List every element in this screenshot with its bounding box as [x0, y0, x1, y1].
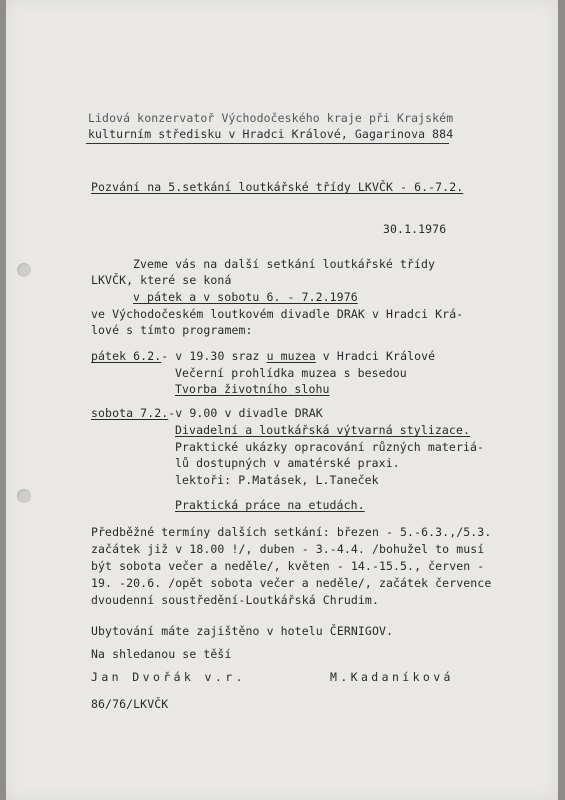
letter-date: 30.1.1976: [383, 222, 447, 236]
saturday-row: [91, 406, 323, 420]
terms-line-5: dvoudenní soustředění-Loutkářská Chrudim.: [91, 593, 379, 607]
terms-line-4: 19. -20.6. /opět sobota večer a neděle/, začátek července: [91, 576, 492, 590]
intro-line-1: Zveme vás na další setkání loutkářské třídy: [133, 257, 436, 271]
friday-row: [91, 349, 435, 363]
saturday-line-6: Praktická práce na etudách.: [175, 498, 365, 512]
friday-rest: v Hradci Králové: [315, 349, 436, 363]
header-line-2: kulturním středisku v Hradci Králové, Gagarinova 884: [88, 127, 454, 141]
saturday-line-2: Divadelní a loutkářská výtvarná stylizace.: [175, 423, 470, 437]
intro-line-5: lové s tímto programem:: [91, 323, 253, 337]
punch-hole-bottom: [17, 489, 31, 503]
intro-line-4: ve Východočeském loutkovém divadle DRAK v Hradci Krá-: [91, 307, 464, 321]
header-line-1: Lidová konzervatoř Východočeského kraje při Krajském: [88, 111, 454, 125]
saturday-day: sobota 7.2.: [91, 406, 169, 420]
intro-line-2: LKVČK, které se koná: [91, 273, 232, 287]
terms-line-1: Předběžné termíny dalších setkání: březen - 5.-6.3.,/5.3.: [91, 525, 492, 539]
friday-day: pátek 6.2.: [91, 349, 162, 363]
friday-line-2: Večerní prohlídka muzea s besedou: [175, 366, 407, 380]
punch-hole-top: [17, 263, 31, 277]
terms-line-3: být sobota večer a neděle/, květen - 14.-15.5., červen -: [91, 559, 485, 573]
friday-time: - v 19.30 sraz: [161, 349, 267, 363]
terms-line-2: začátek již v 18.00 !/, duben - 3.-4.4. /bohužel to musí: [91, 542, 485, 556]
letter-title: Pozvání na 5.setkání loutkářské třídy LKVČK - 6.-7.2.: [91, 180, 464, 194]
header-underline: [86, 143, 449, 144]
saturday-lecturers: lektoři: P.Matásek, L.Taneček: [175, 473, 379, 487]
friday-place: u muzea: [266, 349, 316, 363]
accommodation-note: Ubytování máte zajištěno v hotelu ČERNIGOV.: [91, 624, 394, 638]
farewell: Na shledanou se těší: [91, 647, 232, 661]
saturday-line-4: lů dostupných v amatérské praxi.: [175, 456, 400, 470]
saturday-time: -v 9.00 v divadle DRAK: [168, 406, 323, 420]
saturday-line-3: Praktické ukázky opracování různých materiá-: [175, 440, 485, 454]
intro-dates: v pátek a v sobotu 6. - 7.2.1976: [133, 290, 358, 304]
friday-line-3: Tvorba životního slohu: [175, 382, 330, 396]
signature-left: Jan Dvořák v.r.: [91, 670, 246, 684]
reference-number: 86/76/LKVČK: [91, 697, 169, 711]
signature-right: M.Kadaníková: [330, 670, 454, 684]
